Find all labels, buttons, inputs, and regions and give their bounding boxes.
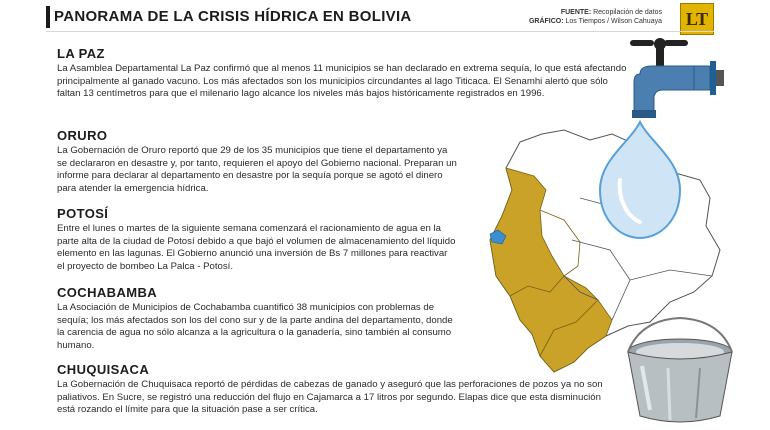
graphic-label: GRÁFICO:: [528, 18, 564, 25]
section-body: La Gobernación de Oruro reportó que 29 de los 35 municipios que tiene el departamento ya se declararon en desastre y, por tanto, requieren el apoyo del Gobierno nacional. Preparan un informe para declarar al departamento en desastre por la sequía porque se agotó el dinero para atender la emergencia hídrica.: [57, 145, 457, 194]
section-title: COCHABAMBA: [57, 285, 158, 300]
section-title: POTOSÍ: [57, 206, 109, 221]
bucket-icon: [628, 318, 732, 422]
section-body: La Asamblea Departamental La Paz confirmó que al menos 11 municipios se han declarado en extrema sequía, lo que está afectando principalmente al ganado vacuno. Los más afectados son los municipios circundantes al lago Titicaca. El Senamhi alertó que sólo faltan 13 centímetros para que el milenario lago alcance los niveles más bajos históricamente registrados en 1996.: [57, 63, 627, 100]
graphic-value: Los Tiempos / Wilson Cahuaya: [565, 18, 662, 25]
faucet-icon: [630, 38, 724, 118]
section-potosi: [57, 206, 457, 273]
section-title: LA PAZ: [57, 46, 105, 61]
section-body: La Gobernación de Chuquisaca reportó de pérdidas de cabezas de ganado y aseguró que las perforaciones de pozos ya no son paliativos. En Sucre, se registró una reducción del flujo en Cajamarca a 17 litros por segundo. Elapas dice que esta disminución está rozando el límite para que la situación pase a ser crítica.: [57, 379, 603, 416]
header: [46, 6, 714, 30]
page-title: PANORAMA DE LA CRISIS HÍDRICA EN BOLIVIA: [54, 8, 412, 25]
section-body: Entre el lunes o martes de la siguiente semana comenzará el racionamiento de agua en la parte alta de la ciudad de Potosí debido a que bajó el volumen de almacenamiento del líquido elemento en las lagunas. El Gobierno anunció una inversión de Bs 7 millones para reactivar el proyecto de bombeo La Palca - Potosí.: [57, 223, 456, 272]
newspaper-logo: LT: [680, 3, 714, 35]
section-oruro: [57, 128, 457, 195]
section-title: ORURO: [57, 128, 108, 143]
bolivia-map: [490, 130, 720, 372]
source-value: Recopilación de datos: [593, 9, 662, 16]
source-label: FUENTE:: [560, 9, 592, 16]
illustration: [480, 30, 770, 430]
title-accent-bar: [46, 6, 50, 28]
section-body: La Asociación de Municipios de Cochabamba cuantificó 38 municipios con problemas de sequía; los más afectados son los del cono sur y de la parte andina del departamento, donde la carencia de agua no sólo alcanza a la agricultura o la ganadería, sino también al consumo humano.: [57, 302, 453, 351]
section-title: CHUQUISACA: [57, 362, 150, 377]
section-cochabamba: [57, 285, 457, 352]
credits: [529, 8, 662, 26]
